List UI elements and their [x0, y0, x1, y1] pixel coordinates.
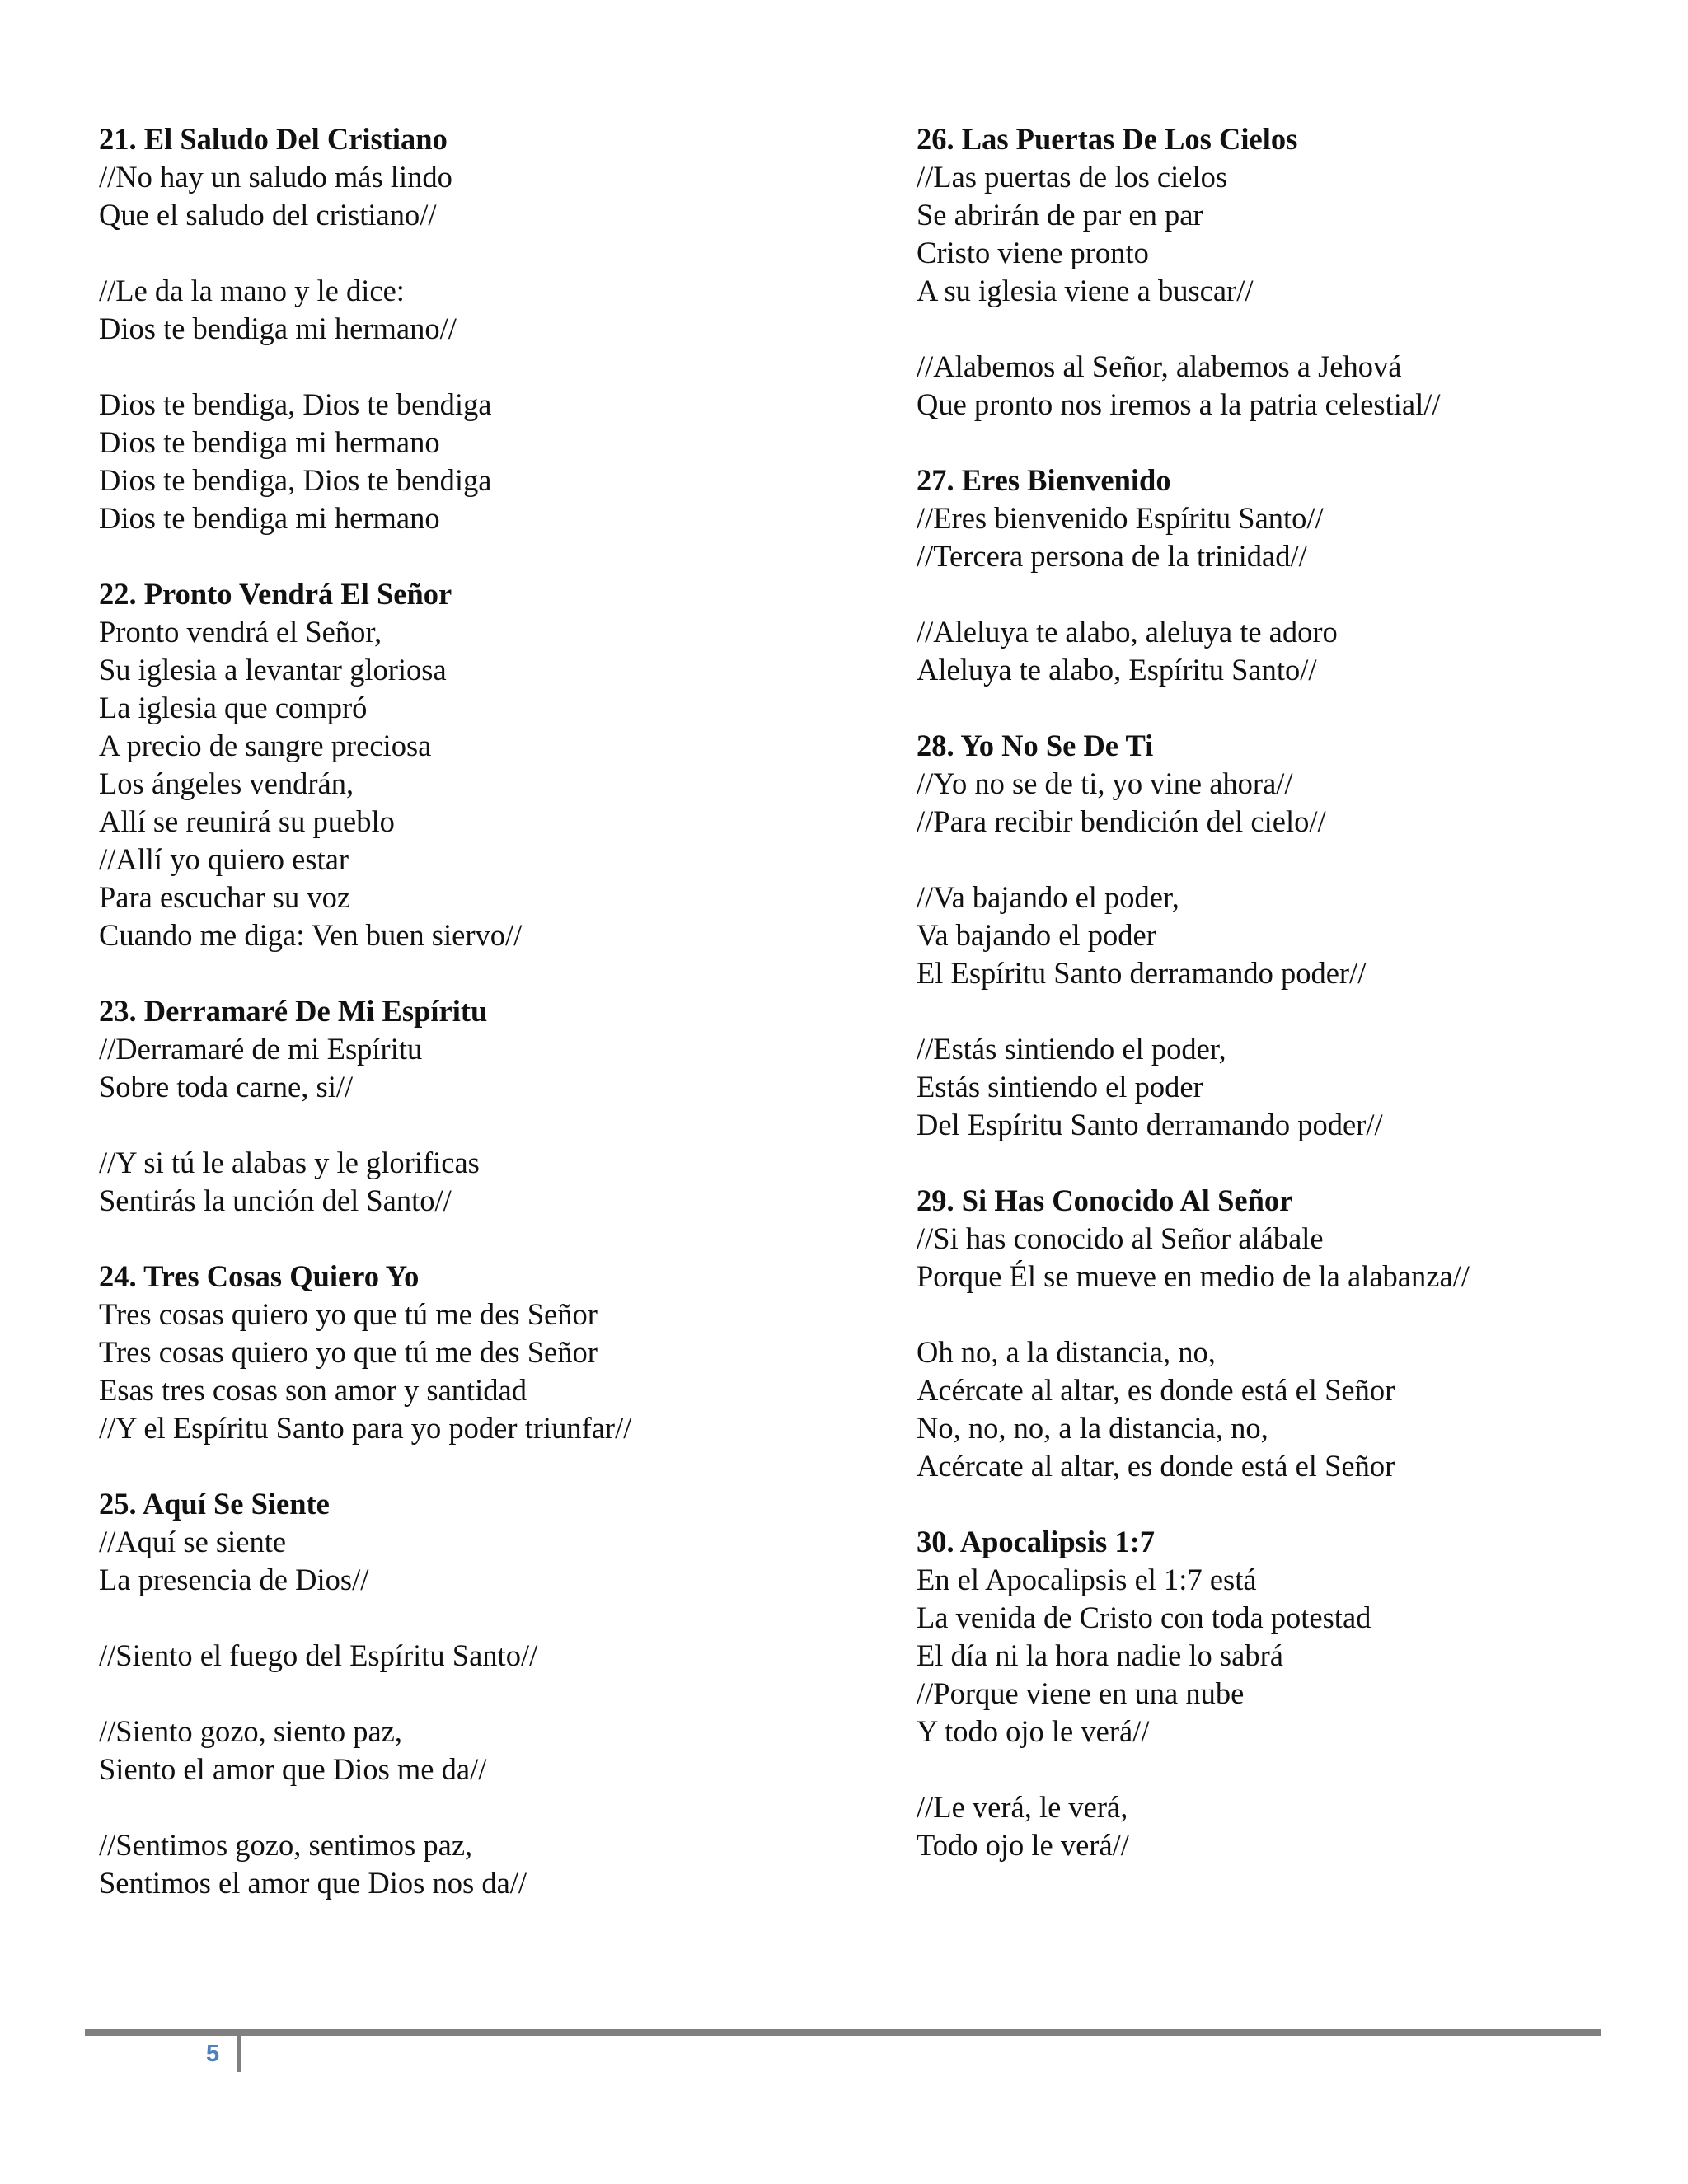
stanza [99, 613, 890, 954]
song [917, 1182, 1688, 1485]
lyric-line: El día ni la hora nadie lo sabrá [917, 1638, 1283, 1672]
lyric-line: //Aleluya te alabo, aleluya te adoro [917, 615, 1338, 649]
lyric-line: //Siento gozo, siento paz, [99, 1714, 402, 1748]
stanza [99, 1523, 890, 1599]
stanza [917, 1788, 1688, 1864]
lyric-line: //Eres bienvenido Espíritu Santo// [917, 501, 1324, 535]
stanza [917, 613, 1688, 689]
lyric-line: Su iglesia a levantar gloriosa [99, 653, 447, 687]
stanza [99, 1826, 890, 1902]
lyric-line: //Siento el fuego del Espíritu Santo// [99, 1638, 538, 1672]
lyric-line: //Le verá, le verá, [917, 1790, 1128, 1824]
song [917, 120, 1688, 424]
stanza [917, 1333, 1688, 1485]
lyric-line: Sentirás la unción del Santo// [99, 1183, 452, 1217]
lyric-line: //Yo no se de ti, yo vine ahora// [917, 766, 1293, 800]
song [917, 1523, 1688, 1864]
lyric-line: //Tercera persona de la trinidad// [917, 539, 1307, 573]
lyric-line: Acércate al altar, es donde está el Señor [917, 1373, 1395, 1407]
lyric-line: Va bajando el poder [917, 918, 1156, 952]
lyric-line: Dios te bendiga, Dios te bendiga [99, 463, 492, 497]
stanza [917, 348, 1688, 424]
song-title: 23. Derramaré De Mi Espíritu [99, 994, 488, 1028]
stanza [917, 1220, 1688, 1296]
lyric-line: Dios te bendiga, Dios te bendiga [99, 387, 492, 421]
lyric-line: Cuando me diga: Ven buen siervo// [99, 918, 523, 952]
lyric-line: //Estás sintiendo el poder, [917, 1032, 1226, 1066]
lyric-line: //Va bajando el poder, [917, 880, 1179, 914]
lyric-line: Dios te bendiga mi hermano [99, 501, 440, 535]
lyric-line: Que el saludo del cristiano// [99, 198, 437, 232]
footer-rule [85, 2029, 1601, 2036]
stanza [917, 765, 1688, 841]
lyric-line: Estás sintiendo el poder [917, 1070, 1203, 1104]
lyric-line: La presencia de Dios// [99, 1563, 369, 1596]
lyric-line: Cristo viene pronto [917, 236, 1149, 269]
lyric-line: //Allí yo quiero estar [99, 842, 349, 876]
lyric-line: Los ángeles vendrán, [99, 766, 354, 800]
lyric-line: //Y el Espíritu Santo para yo poder triunfar// [99, 1411, 632, 1445]
lyric-line: Para escuchar su voz [99, 880, 351, 914]
right-column [917, 120, 1688, 1902]
lyric-line: //Porque viene en una nube [917, 1676, 1245, 1710]
lyric-line: A precio de sangre preciosa [99, 729, 432, 762]
song [917, 462, 1688, 689]
lyric-line: //Alabemos al Señor, alabemos a Jehová [917, 349, 1402, 383]
song [917, 727, 1688, 1144]
lyric-line: //Derramaré de mi Espíritu [99, 1032, 423, 1066]
lyric-line: Todo ojo le verá// [917, 1828, 1129, 1862]
song-title: 29. Si Has Conocido Al Señor [917, 1183, 1293, 1217]
stanza [99, 1030, 890, 1106]
song [99, 992, 890, 1220]
stanza [917, 1030, 1688, 1144]
lyric-line: Pronto vendrá el Señor, [99, 615, 382, 649]
stanza [99, 158, 890, 234]
lyric-line: Sobre toda carne, si// [99, 1070, 354, 1104]
lyric-line: Oh no, a la distancia, no, [917, 1335, 1216, 1369]
lyric-line: Aleluya te alabo, Espíritu Santo// [917, 653, 1317, 687]
lyric-line: //Aquí se siente [99, 1525, 287, 1558]
stanza [917, 879, 1688, 992]
page-number: 5 [206, 2041, 220, 2067]
song-title: 21. El Saludo Del Cristiano [99, 122, 448, 156]
song-title: 22. Pronto Vendrá El Señor [99, 577, 452, 611]
stanza [99, 1296, 890, 1447]
lyric-line: //Le da la mano y le dice: [99, 274, 405, 307]
stanza [99, 1637, 890, 1675]
lyric-line: Sentimos el amor que Dios nos da// [99, 1866, 528, 1900]
lyric-line: //Las puertas de los cielos [917, 160, 1228, 194]
lyric-line: //Y si tú le alabas y le glorificas [99, 1146, 480, 1179]
lyric-line: Allí se reunirá su pueblo [99, 804, 395, 838]
left-column [99, 120, 890, 1940]
song-title: 26. Las Puertas De Los Cielos [917, 122, 1298, 156]
stanza [99, 272, 890, 348]
stanza [99, 1713, 890, 1788]
lyric-line: En el Apocalipsis el 1:7 está [917, 1563, 1257, 1596]
stanza [99, 1144, 890, 1220]
lyric-line: Acércate al altar, es donde está el Señor [917, 1449, 1395, 1483]
song [99, 1258, 890, 1447]
stanza [917, 1561, 1688, 1750]
lyric-line: Y todo ojo le verá// [917, 1714, 1150, 1748]
lyric-line: Dios te bendiga mi hermano// [99, 312, 457, 345]
lyric-line: Dios te bendiga mi hermano [99, 425, 440, 459]
lyric-line: La iglesia que compró [99, 691, 368, 724]
lyric-line: //Para recibir bendición del cielo// [917, 804, 1326, 838]
lyric-line: Tres cosas quiero yo que tú me des Señor [99, 1297, 598, 1331]
song [99, 575, 890, 954]
lyric-line: Siento el amor que Dios me da// [99, 1752, 487, 1786]
lyric-line: //No hay un saludo más lindo [99, 160, 452, 194]
stanza [917, 158, 1688, 310]
stanza [99, 386, 890, 537]
lyric-line: Del Espíritu Santo derramando poder// [917, 1108, 1383, 1141]
song [99, 1485, 890, 1902]
lyric-line: Tres cosas quiero yo que tú me des Señor [99, 1335, 598, 1369]
lyric-line: Se abrirán de par en par [917, 198, 1203, 232]
lyric-line: //Si has conocido al Señor alábale [917, 1221, 1324, 1255]
stanza [917, 499, 1688, 575]
page-number-divider [237, 2036, 241, 2072]
lyric-line: No, no, no, a la distancia, no, [917, 1411, 1268, 1445]
song-title: 30. Apocalipsis 1:7 [917, 1525, 1156, 1558]
lyric-line: Porque Él se mueve en medio de la alabanza// [917, 1259, 1470, 1293]
lyric-line: La venida de Cristo con toda potestad [917, 1601, 1372, 1634]
song-title: 27. Eres Bienvenido [917, 463, 1171, 497]
lyric-line: Que pronto nos iremos a la patria celestial// [917, 387, 1441, 421]
song-title: 24. Tres Cosas Quiero Yo [99, 1259, 420, 1293]
song-title: 28. Yo No Se De Ti [917, 729, 1154, 762]
lyric-line: A su iglesia viene a buscar// [917, 274, 1254, 307]
lyric-line: //Sentimos gozo, sentimos paz, [99, 1828, 473, 1862]
song-title: 25. Aquí Se Siente [99, 1487, 330, 1521]
lyric-line: El Espíritu Santo derramando poder// [917, 956, 1367, 990]
lyric-line: Esas tres cosas son amor y santidad [99, 1373, 528, 1407]
song [99, 120, 890, 537]
